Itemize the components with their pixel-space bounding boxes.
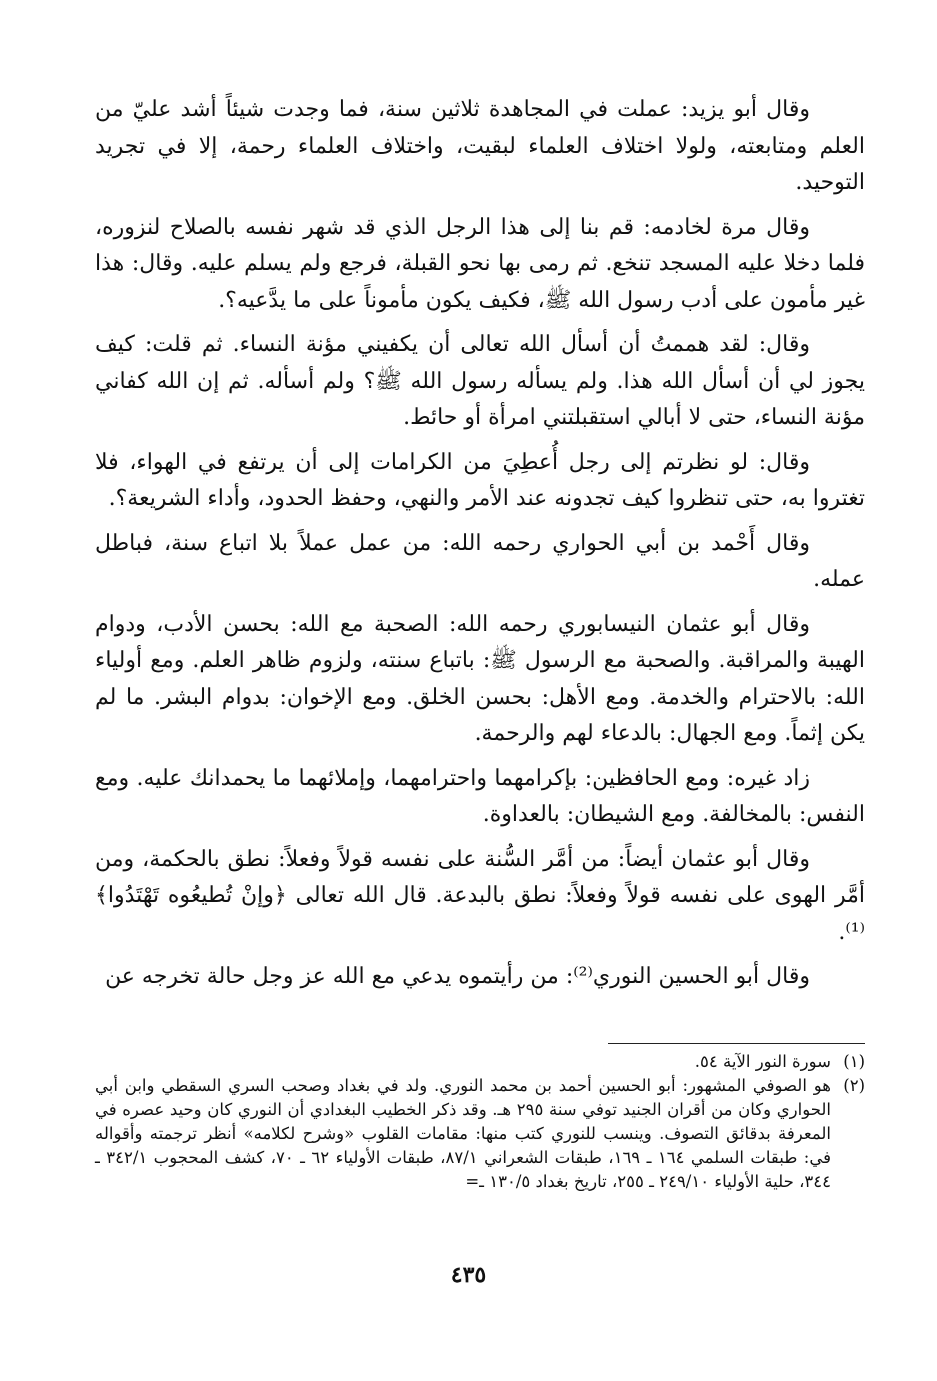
footnote-1 bbox=[95, 1050, 865, 1074]
paragraph-8: وقال أبو عثمان أيضاً: من أمَّر السُّنة على نفسه قولاً وفعلاً: نطق بالحكمة، ومن أمَّر الهوى على نفسه قولاً وفعلاً: نطق بالبدعة. قال الله تعالى ﴿وإنْ تُطيعُوه تَهْتَدُوا﴾⁽¹⁾. bbox=[95, 846, 865, 945]
footnote-2 bbox=[95, 1074, 865, 1194]
paragraph-6: وقال أبو عثمان النيسابوري رحمه الله: الصحبة مع الله: بحسن الأدب، ودوام الهيبة والمراقبة. والصحبة مع الرسول ﷺ: باتباع سنته، ولزوم ظاهر العلم. ومع أولياء الله: بالاحترام والخدمة. ومع الأهل: بحسن الخلق. ومع الإخوان: بدوام البشر. ما لم يكن إثماً. ومع الجهال: بالدعاء لهم والرحمة. bbox=[95, 611, 865, 746]
paragraph-1: وقال أبو يزيد: عملت في المجاهدة ثلاثين سنة، فما وجدت شيئاً أشد عليّ من العلم ومتابعته، ولولا اختلاف العلماء لبقيت، واختلاف العلماء رحمة، إلا في تجريد التوحيد. bbox=[95, 97, 865, 195]
footnote-divider bbox=[608, 1043, 865, 1044]
paragraph-9: وقال أبو الحسين النوري⁽²⁾: من رأيتموه يدعي مع الله عز وجل حالة تخرجه عن bbox=[105, 964, 810, 989]
paragraph-7: زاد غيره: ومع الحافظين: بإكرامهما واحترامهما، وإملائهما ما يحمدانك عليه. ومع النفس: بالمخالفة. ومع الشيطان: بالعداوة. bbox=[95, 765, 865, 827]
paragraph-2: وقال مرة لخادمه: قم بنا إلى هذا الرجل الذي قد شهر نفسه بالصلاح لنزوره، فلما دخلا عليه المسجد تنخع. ثم رمى بها نحو القبلة، فرجع ولم يسلم عليه. وقال: هذا غير مأمون على أدب رسول الله ﷺ، فكيف يكون مأموناً على ما يدَّعيه؟. bbox=[95, 214, 865, 313]
footnotes bbox=[95, 1050, 865, 1194]
footnote-number: (٢) bbox=[843, 1076, 865, 1095]
main-text bbox=[95, 92, 865, 1004]
paragraph-5: وقال أَحْمد بن أبي الحواري رحمه الله: من عمل عملاً بلا اتباع سنة، فباطل عمله. bbox=[95, 530, 865, 592]
paragraph-4: وقال: لو نظرتم إلى رجل أُعطِيَ من الكرامات إلى أن يرتفع في الهواء، فلا تغتروا به، حتى تنظروا كيف تجدونه عند الأمر والنهي، وحفظ الحدود، وأداء الشريعة؟. bbox=[95, 449, 865, 511]
footnote-number: (١) bbox=[843, 1052, 865, 1071]
paragraph-3: وقال: لقد هممتُ أن أسأل الله تعالى أن يكفيني مؤنة النساء. ثم قلت: كيف يجوز لي أن أسأل الله هذا. ولم يسأله رسول الله ﷺ؟ ولم أسأله. ثم إن الله كفاني مؤنة النساء، حتى لا أبالي استقبلتني امرأة أو حائط. bbox=[95, 332, 865, 430]
footnote-text: سورة النور الآية ٥٤. bbox=[694, 1052, 831, 1071]
page-number: ٤٣٥ bbox=[450, 1262, 487, 1288]
footnote-text: هو الصوفي المشهور: أبو الحسين أحمد بن محمد النوري. ولد في بغداد وصحب السري السقطي وابن أبي الحواري وكان من أقران الجنيد توفي سنة ٢٩٥ هـ. وقد ذكر الخطيب البغدادي أن النوري كان وحيد عصره في المعرفة بدقائق التصوف. وينسب للنوري كتب منها: مقامات القلوب «وشرح لكلامه» أنظر ترجمته وأقواله في: طبقات السلمي ١٦٤ ـ ١٦٩، طبقات الشعراني ٨٧/١، طبقات الأولياء ٦٢ ـ ٧٠، كشف المحجوب ٣٤٢/١ ـ ٣٤٤، حلية الأولياء ٢٤٩/١٠ ـ ٢٥٥، تاريخ بغداد ١٣٠/٥ ـ= bbox=[95, 1076, 831, 1191]
